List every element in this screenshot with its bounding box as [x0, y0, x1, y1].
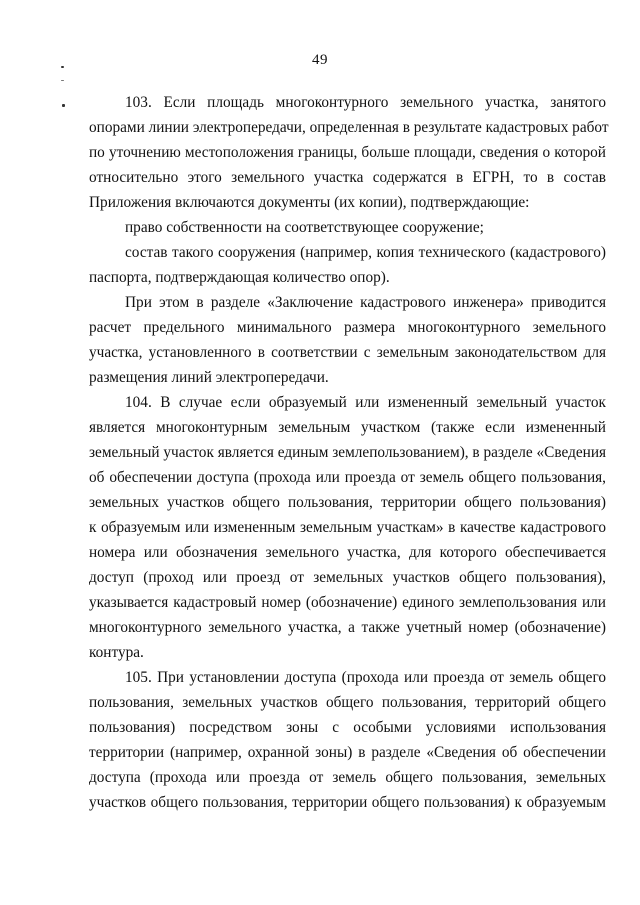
text-line: 104. В случае если образуемый или измененный земельный участок	[125, 394, 606, 411]
text-line: относительно этого земельного участка содержатся в ЕГРН, то в состав	[89, 169, 606, 186]
text-line: указывается кадастровый номер (обозначение) единого землепользования или	[89, 594, 606, 611]
text-line: территории (например, охранной зоны) в разделе «Сведения об обеспечении	[89, 744, 606, 761]
text-line: пользования, земельных участков общего пользования, территорий общего	[89, 694, 606, 711]
text-line: пользования) посредством зоны с особыми условиями использования	[89, 719, 606, 736]
paragraph-p103-item1	[89, 215, 606, 240]
text-line: паспорта, подтверждающая количество опор).	[89, 269, 390, 286]
margin-mark	[62, 104, 65, 107]
paragraph-p103	[89, 90, 609, 215]
text-line: 103. Если площадь многоконтурного земельного участка, занятого	[125, 94, 606, 111]
text-line: опорами линии электропередачи, определенная в результате кадастровых работ	[89, 119, 609, 136]
paragraph-p103-item2	[89, 240, 606, 290]
text-line: состав такого сооружения (например, копия технического (кадастрового)	[125, 244, 606, 261]
text-line: право собственности на соответствующее сооружение;	[125, 219, 484, 236]
text-line: участка, установленного в соответствии с земельным законодательством для	[89, 344, 606, 361]
text-line: земельный участок является единым землепользованием), в разделе «Сведения	[89, 444, 607, 461]
text-line: к образуемым или измененным земельным участкам» в качестве кадастрового	[89, 519, 606, 536]
margin-mark	[61, 80, 64, 81]
document-body	[89, 90, 609, 815]
text-line: об обеспечении доступа (прохода или проезда от земель общего пользования,	[89, 469, 606, 486]
text-line: При этом в разделе «Заключение кадастрового инженера» приводится	[125, 294, 606, 311]
paragraph-p104	[89, 390, 606, 665]
text-line: по уточнению местоположения границы, больше площади, сведения о которой	[89, 144, 606, 161]
margin-mark	[61, 66, 64, 68]
text-line: доступ (проход или проезд от земельных участков общего пользования),	[89, 569, 606, 586]
text-line: контура.	[89, 644, 144, 661]
text-line: 105. При установлении доступа (прохода или проезда от земель общего	[125, 669, 606, 686]
text-line: Приложения включаются документы (их копии), подтверждающие:	[89, 194, 530, 211]
paragraph-p105	[89, 665, 606, 815]
paragraph-p103-note	[89, 290, 606, 390]
text-line: многоконтурного земельного участка, а также учетный номер (обозначение)	[89, 619, 606, 636]
text-line: доступа (прохода или проезда от земель общего пользования, земельных	[89, 769, 606, 786]
page-number: 49	[312, 52, 328, 68]
text-line: участков общего пользования, территории общего пользования) к образуемым	[89, 794, 606, 811]
text-line: является многоконтурным земельным участком (также если измененный	[89, 419, 606, 436]
text-line: расчет предельного минимального размера многоконтурного земельного	[89, 319, 606, 336]
text-line: земельных участков общего пользования, территории общего пользования)	[89, 494, 606, 511]
text-line: размещения линий электропередачи.	[89, 369, 329, 386]
text-line: номера или обозначения земельного участка, для которого обеспечивается	[89, 544, 606, 561]
